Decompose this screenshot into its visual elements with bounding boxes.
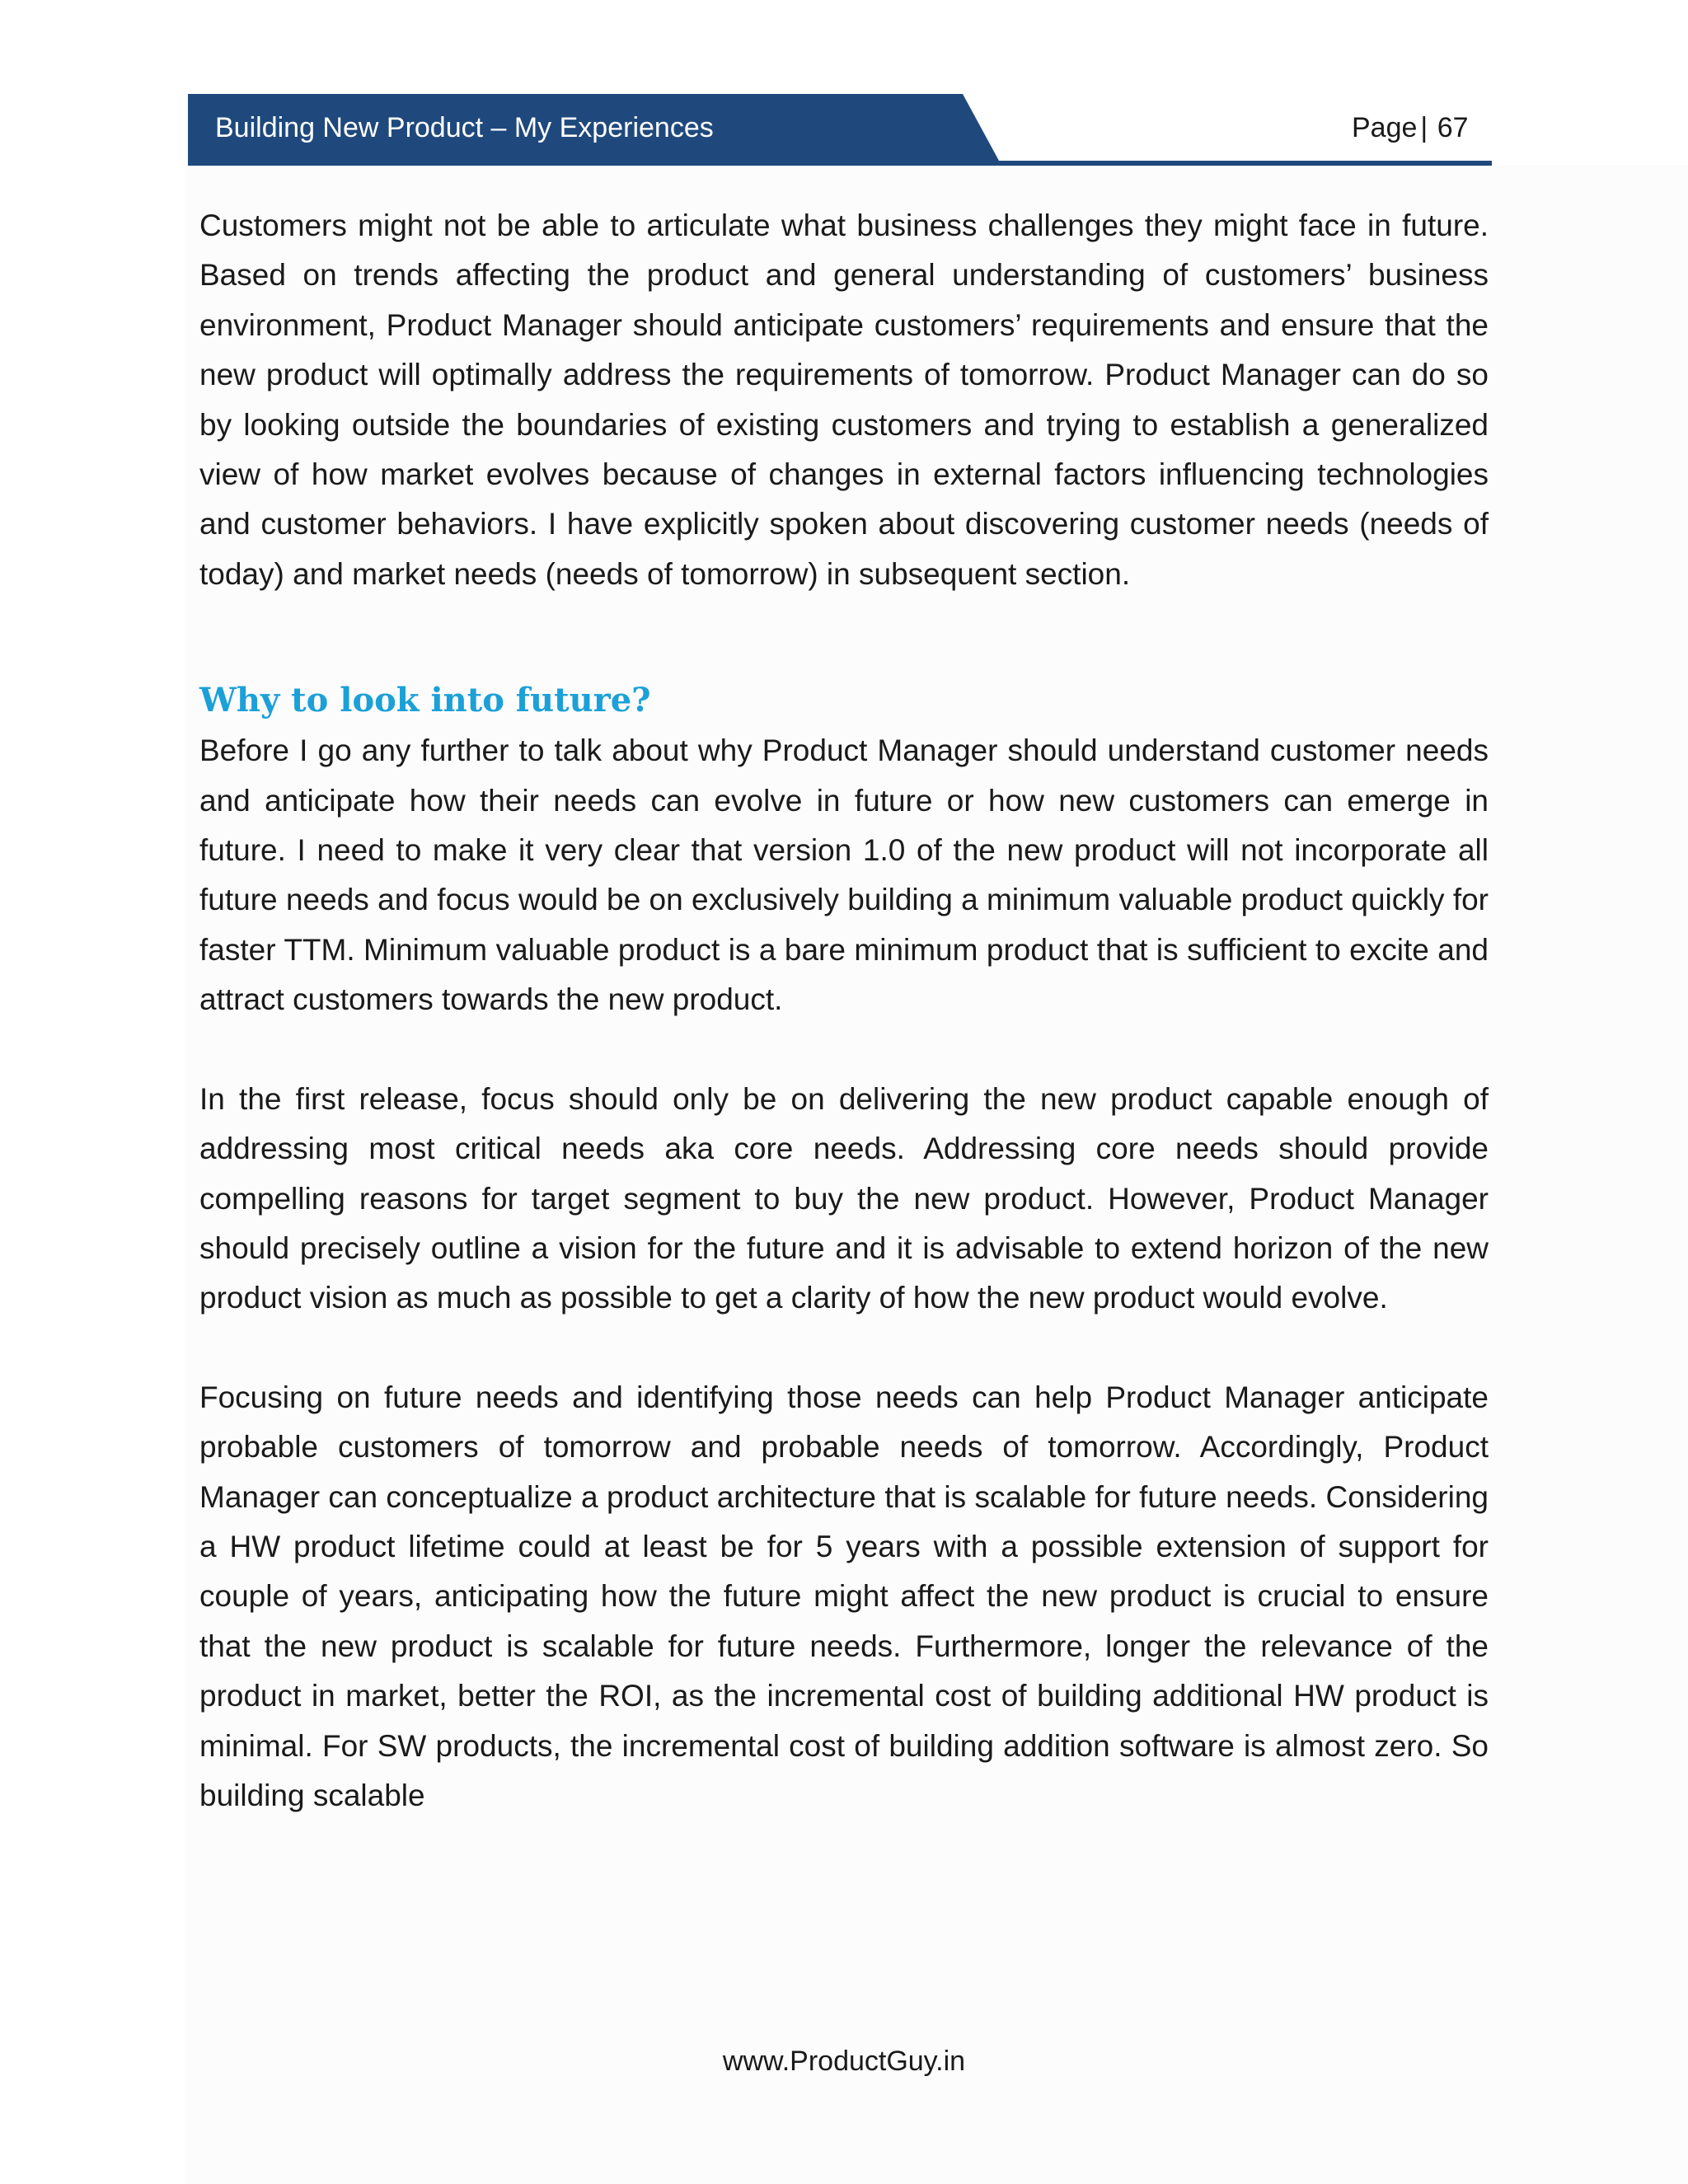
header-rule xyxy=(188,161,1492,166)
section-heading: Why to look into future? xyxy=(199,681,651,720)
footer-website: www.ProductGuy.in xyxy=(722,2046,966,2077)
page-content xyxy=(199,201,1489,1821)
paragraph-future-needs: Focusing on future needs and identifying those needs can help Product Manager anticipate probable customers of tomorrow and probable needs of tomorrow. Accordingly, Product Manager can conceptualize a product architecture that is scalable for future needs. Considering a HW product lifetime could at least be for 5 years with a possible extension of support for couple of years, anticipating how the future might affect the new product is crucial to ensure that the new product is scalable for future needs. Furthermore, longer the relevance of the product in market, better the ROI, as the incremental cost of building additional HW product is minimal. For SW products, the incremental cost of building addition software is almost zero. So building scalable xyxy=(199,1380,1489,1812)
page-separator: | xyxy=(1420,112,1428,143)
page-number-label xyxy=(1352,112,1469,144)
spacer xyxy=(199,1025,1489,1075)
header-title: Building New Product – My Experiences xyxy=(215,112,714,143)
page-number: 67 xyxy=(1437,112,1469,143)
paragraph-first-release: In the first release, focus should only be on delivering the new product capable enough of addressing most critical needs aka core needs. Addressing core needs should provide compelling reasons for target segment to buy the new product. However, Product Manager should precisely outline a vision for the future and it is advisable to extend horizon of the new product vision as much as possible to get a clarity of how the new product would evolve. xyxy=(199,1081,1489,1315)
spacer xyxy=(199,599,1489,675)
spacer xyxy=(199,1324,1489,1373)
page-label: Page xyxy=(1352,112,1418,143)
paragraph-before-i-go: Before I go any further to talk about why Product Manager should understand customer needs and anticipate how their needs can evolve in future or how new customers can emerge in future. I need to make it very clear that version 1.0 of the new product will not incorporate all future needs and focus would be on exclusively building a minimum valuable product quickly for faster TTM. Minimum valuable product is a bare minimum product that is sufficient to excite and attract customers towards the new product. xyxy=(199,733,1489,1017)
page-header xyxy=(188,94,1492,168)
paragraph-customers-future: Customers might not be able to articulate what business challenges they might face in future. Based on trends affecting the product and general understanding of customers’ business environment, Product Manager should anticipate customers’ requirements and ensure that the new product will optimally address the requirements of tomorrow. Product Manager can do so by looking outside the boundaries of existing customers and trying to establish a generalized view of how market evolves because of changes in external factors influencing technologies and customer behaviors. I have explicitly spoken about discovering customer needs (needs of today) and market needs (needs of tomorrow) in subsequent section. xyxy=(199,209,1489,591)
